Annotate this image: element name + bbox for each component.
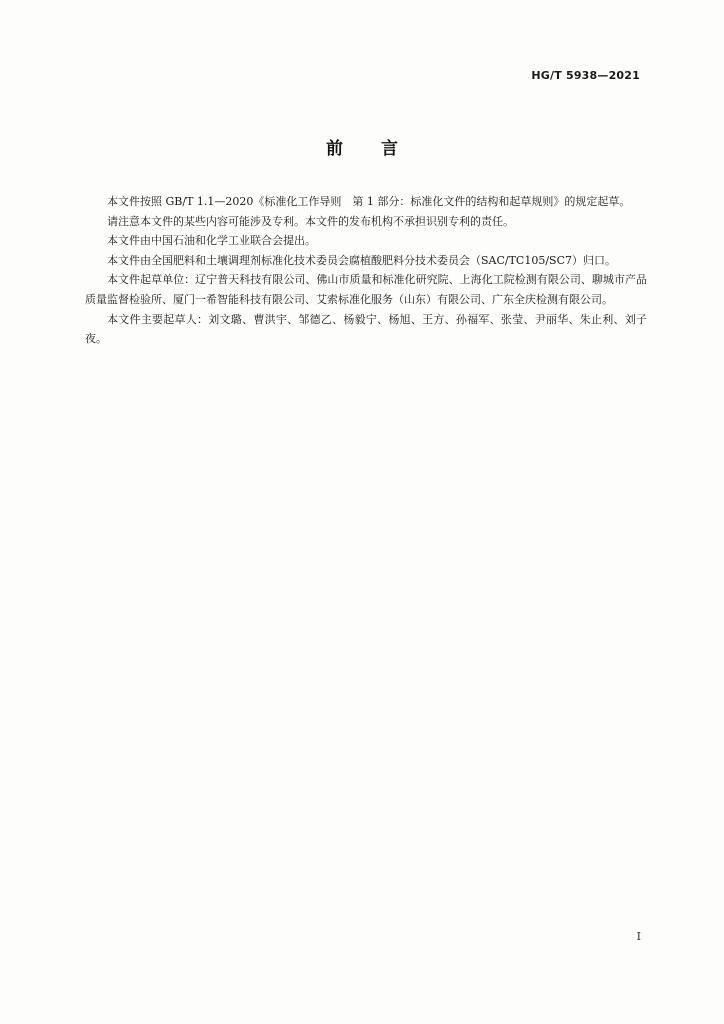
paragraph-drafting-rules: 本文件按照 GB/T 1.1—2020《标准化工作导则 第 1 部分：标准化文件的结构和起草规则》的规定起草。 <box>107 195 631 208</box>
paragraph-drafters: 本文件主要起草人：刘文璐、曹洪宇、邹德乙、杨毅宁、杨旭、王方、孙福军、张莹、尹丽华、朱止利、刘子夜。 <box>85 312 647 346</box>
foreword-body <box>85 192 647 349</box>
document-code: HG/T 5938—2021 <box>531 69 640 82</box>
page-title: 前言 <box>326 139 436 159</box>
paragraph-proposer: 本文件由中国石油和化学工业联合会提出。 <box>107 234 316 248</box>
paragraph-drafting-units: 本文件起草单位：辽宁普天科技有限公司、佛山市质量和标准化研究院、上海化工院检测有限公司、聊城市产品质量监督检验所、厦门一希智能科技有限公司、艾索标准化服务（山东）有限公司、广东全庆检测有限公司。 <box>85 273 647 306</box>
page-number: I <box>636 930 641 943</box>
paragraph-technical-committee: 本文件由全国肥料和土壤调理剂标准化技术委员会腐植酸肥料分技术委员会（SAC/TC105/SC7）归口。 <box>107 253 617 267</box>
paragraph-patent-notice: 请注意本文件的某些内容可能涉及专利。本文件的发布机构不承担识别专利的责任。 <box>107 214 514 228</box>
